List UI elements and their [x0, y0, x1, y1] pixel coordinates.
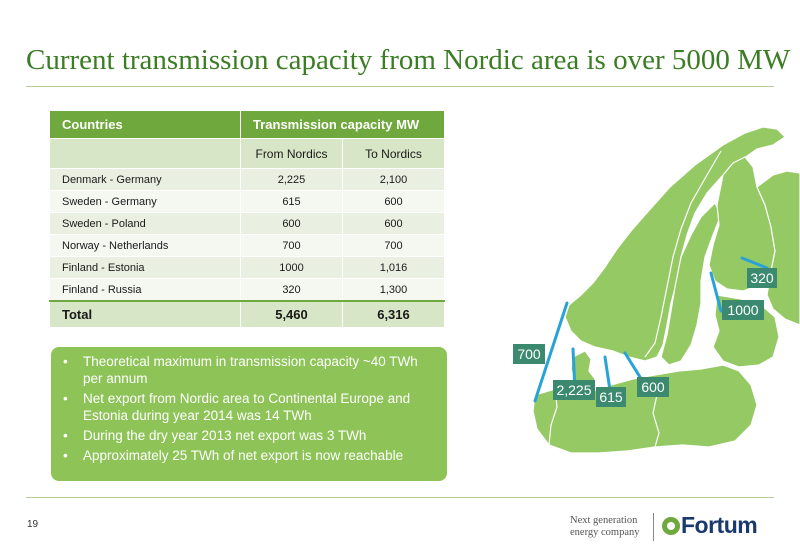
key-points-box: [51, 347, 447, 481]
total-from: 5,460: [241, 301, 343, 328]
key-point: • Theoretical maximum in transmission capacity ~40 TWh per annum: [63, 353, 437, 387]
row-to: 2,100: [343, 169, 445, 191]
slide-title: Current transmission capacity from Nordic area is over 5000 MW: [26, 44, 791, 76]
subheader-empty-cell: [50, 139, 241, 169]
tagline-line-2: energy company: [570, 527, 640, 538]
label-poland: 600: [641, 379, 665, 395]
key-point: • Net export from Nordic area to Continental Europe and Estonia during year 2014 was 14 TWh: [63, 390, 437, 424]
tagline-line-1: Next generation: [570, 515, 638, 526]
row-country: Norway - Netherlands: [50, 235, 241, 257]
title-divider: [26, 86, 774, 87]
table-row: [50, 213, 445, 235]
page-number: 19: [27, 519, 39, 530]
row-from: 600: [241, 213, 343, 235]
label-estonia: 1000: [727, 302, 759, 318]
label-netherlands: 700: [517, 346, 541, 362]
row-from: 700: [241, 235, 343, 257]
row-country: Sweden - Poland: [50, 213, 241, 235]
label-russia: 320: [750, 270, 774, 286]
row-to: 1,300: [343, 279, 445, 302]
table-header-row: [50, 111, 445, 139]
key-point: • During the dry year 2013 net export was 3 TWh: [63, 427, 437, 444]
company-tagline: [570, 515, 640, 539]
label-denmark: 2,225: [556, 382, 592, 398]
total-label: Total: [50, 301, 241, 328]
row-country: Finland - Russia: [50, 279, 241, 302]
row-country: Sweden - Germany: [50, 191, 241, 213]
row-from: 320: [241, 279, 343, 302]
row-to: 1,016: [343, 257, 445, 279]
row-from: 615: [241, 191, 343, 213]
key-point: • Approximately 25 TWh of net export is now reachable: [63, 447, 437, 464]
header-countries: Countries: [50, 111, 241, 139]
subheader-from-nordics: From Nordics: [241, 139, 343, 169]
row-from: 2,225: [241, 169, 343, 191]
fortum-logo: [662, 512, 757, 539]
table-subheader-row: [50, 139, 445, 169]
table-row: [50, 169, 445, 191]
capacity-table: [49, 110, 445, 328]
subheader-to-nordics: To Nordics: [343, 139, 445, 169]
fortum-logo-icon: [662, 517, 680, 535]
row-to: 700: [343, 235, 445, 257]
nordic-map: [495, 95, 800, 495]
row-country: Denmark - Germany: [50, 169, 241, 191]
header-capacity: Transmission capacity MW: [241, 111, 445, 139]
total-to: 6,316: [343, 301, 445, 328]
row-country: Finland - Estonia: [50, 257, 241, 279]
logo-text: Fortum: [681, 512, 758, 538]
table-row: [50, 257, 445, 279]
logo-separator: [653, 513, 654, 541]
table-row: [50, 235, 445, 257]
footer-divider: [26, 497, 774, 498]
table-total-row: [50, 301, 445, 328]
table-row: [50, 191, 445, 213]
row-to: 600: [343, 213, 445, 235]
row-from: 1000: [241, 257, 343, 279]
row-to: 600: [343, 191, 445, 213]
label-sweden-germany: 615: [599, 389, 623, 405]
table-row: [50, 279, 445, 302]
key-points-list: [63, 353, 437, 464]
